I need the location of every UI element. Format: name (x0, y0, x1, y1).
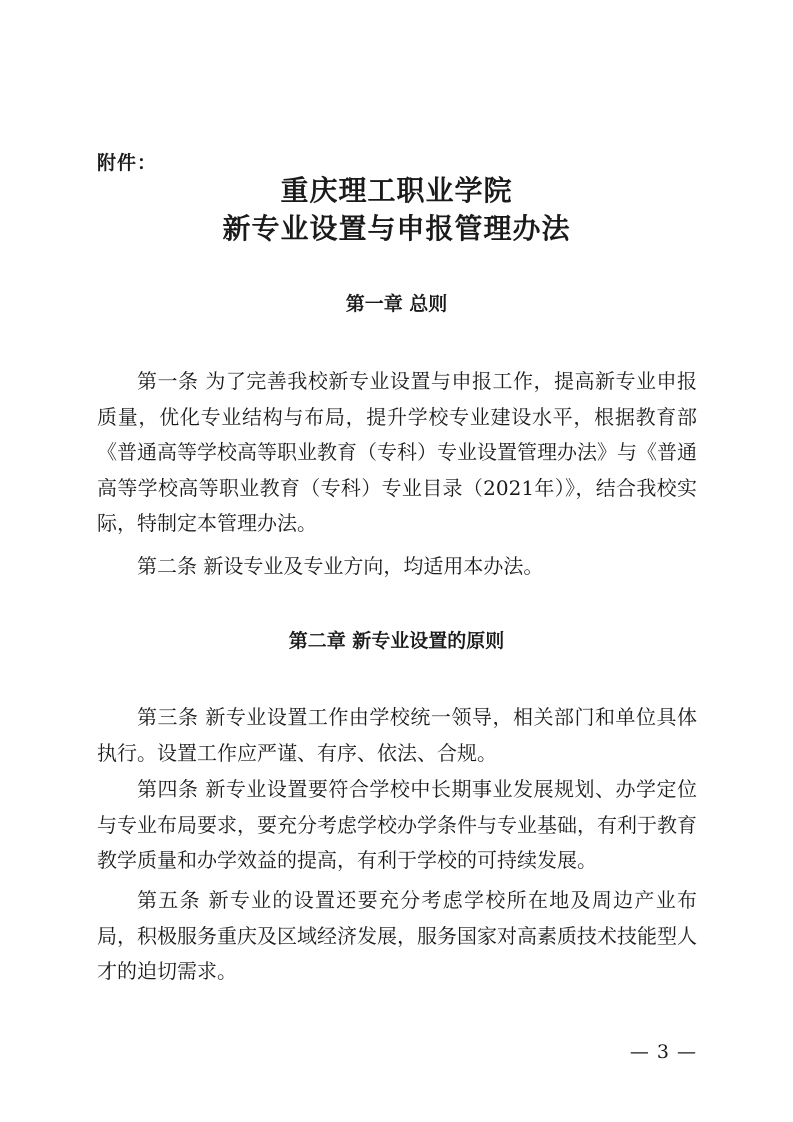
article-3: 第三条 新专业设置工作由学校统一领导，相关部门和单位具体执行。设置工作应严谨、有序、依法、合规。 (97, 705, 697, 765)
chapter-1-heading: 第一章 总则 (345, 293, 448, 315)
article-4: 第四条 新专业设置要符合学校中长期事业发展规划、办学定位与专业布局要求，要充分考虑学校办学条件与专业基础，有利于教育教学质量和办学效益的提高，有利于学校的可持续发展。 (97, 777, 697, 873)
document-title-line-1: 重庆理工职业学院 (280, 174, 513, 207)
chapter-2-heading: 第二章 新专业设置的原则 (288, 630, 505, 652)
article-1: 第一条 为了完善我校新专业设置与申报工作，提高新专业申报质量，优化专业结构与布局，提升学校专业建设水平，根据教育部《普通高等学校高等职业教育（专科）专业设置管理办法》与《普通高等学校高等职业教育（专科）专业目录（2021年）》，结合我校实际，特制定本管理办法。 (97, 369, 697, 536)
article-2: 第二条 新设专业及专业方向，均适用本办法。 (137, 554, 544, 578)
page-number: — 3 — (629, 1041, 697, 1063)
attachment-label: 附件： (97, 152, 158, 174)
document-title-line-2: 新专业设置与申报管理办法 (222, 212, 571, 245)
article-5: 第五条 新专业的设置还要充分考虑学校所在地及周边产业布局，积极服务重庆及区域经济发展，服务国家对高素质技术技能型人才的迫切需求。 (97, 888, 697, 984)
